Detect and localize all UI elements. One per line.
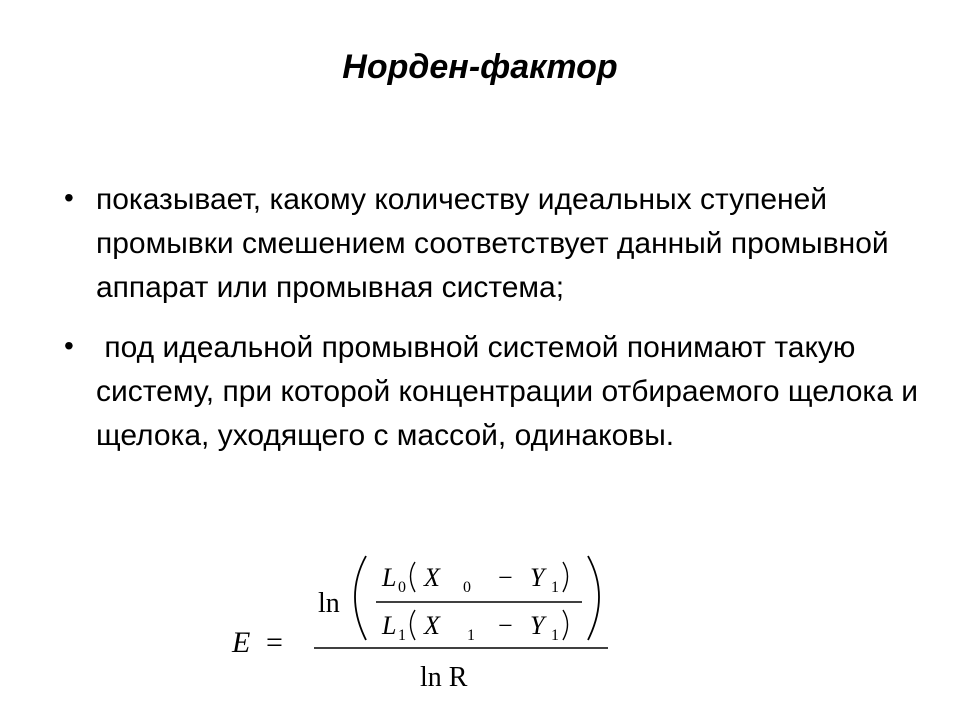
bullet-item <box>62 326 927 458</box>
num-right-paren <box>563 562 568 592</box>
big-right-paren <box>588 556 599 640</box>
den-L-sub: 1 <box>398 627 406 644</box>
den-X-sub: 1 <box>467 627 475 644</box>
formula-lhs: E <box>232 626 251 659</box>
norden-factor-formula <box>230 548 630 698</box>
formula-ln: ln <box>318 588 340 619</box>
den-L: L <box>382 611 397 640</box>
bullet-item <box>62 178 922 310</box>
den-Y: Y <box>530 611 545 640</box>
num-Y: Y <box>530 563 545 592</box>
slide-title: Норден-фактор <box>342 48 618 86</box>
big-left-paren <box>355 556 366 640</box>
num-L-sub: 0 <box>398 579 406 596</box>
den-Y-sub: 1 <box>551 627 559 644</box>
formula-svg <box>230 548 630 698</box>
formula-equals: = <box>266 626 283 659</box>
bullet-text: под идеальной промывной системой понимают такую систему, при которой концентрации отбираемого щелока и щелока, уходящего с массой, одинаковы. <box>96 331 927 452</box>
num-left-paren <box>411 562 416 592</box>
num-Y-sub: 1 <box>551 579 559 596</box>
den-minus: − <box>498 611 513 640</box>
bullet-dot-icon: • <box>64 330 74 361</box>
bullet-dot-icon: • <box>64 182 74 213</box>
num-L: L <box>382 563 397 592</box>
num-X-sub: 0 <box>463 579 471 596</box>
bullet-list <box>62 178 927 458</box>
bullet-text: показывает, какому количеству идеальных ступеней промывки смешением соответствует данный промывной аппарат или промывная система; <box>96 183 889 304</box>
den-X: X <box>424 611 440 640</box>
den-left-paren <box>411 610 416 640</box>
formula-denominator-ln-r: ln R <box>420 662 468 693</box>
num-X: X <box>424 563 440 592</box>
num-minus: − <box>498 563 513 592</box>
den-right-paren <box>563 610 568 640</box>
